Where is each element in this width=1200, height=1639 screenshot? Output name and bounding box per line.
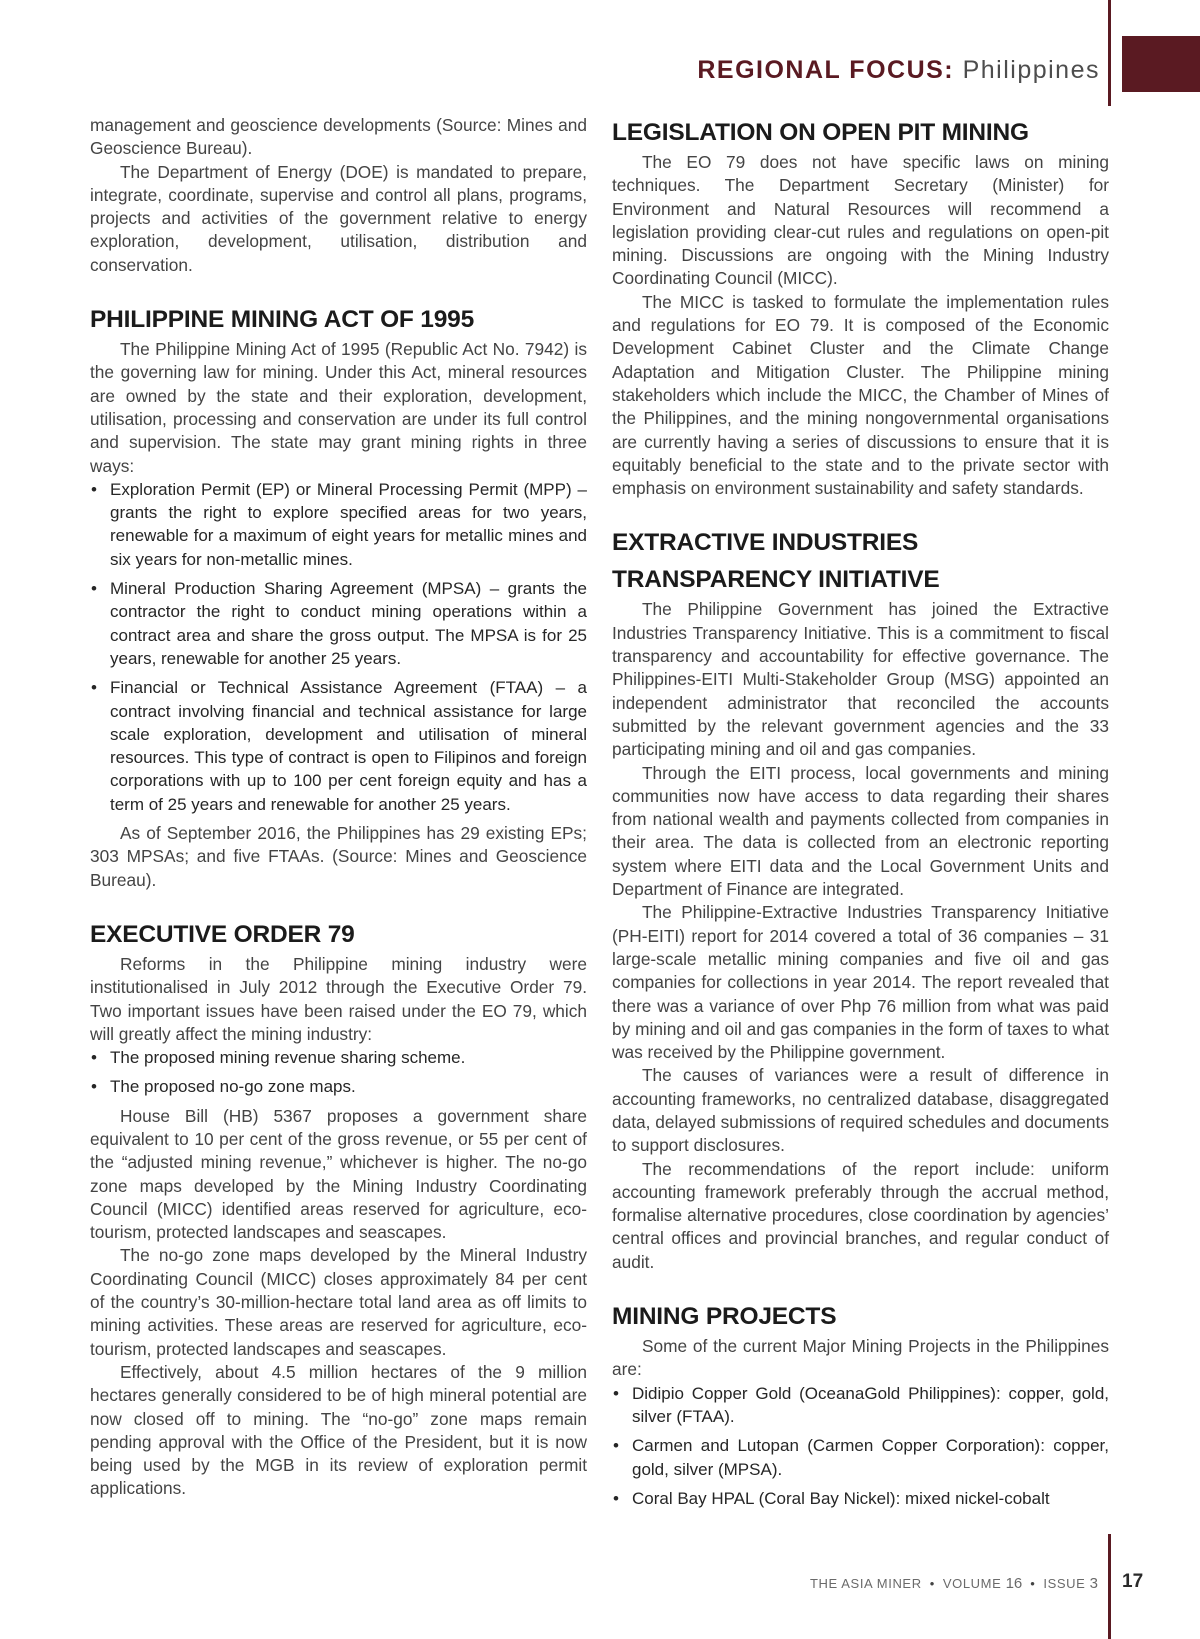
list-item-text: Mineral Production Sharing Agreement (MPSA) – grants the contractor the right to conduct mining operations within a contract area and share the gross output. The MPSA is for 25 years, renewable for another 25 years. (110, 579, 587, 668)
list-item-text: Coral Bay HPAL (Coral Bay Nickel): mixed nickel-cobalt (632, 1488, 1050, 1508)
left-column (90, 114, 587, 1501)
bullet-icon: • (91, 678, 97, 698)
publication-name: THE ASIA MINER (809, 1576, 922, 1591)
list-item-text: Didipio Copper Gold (OceanaGold Philippines): copper, gold, silver (FTAA). (632, 1383, 1109, 1426)
section-region: Philippines (962, 56, 1100, 84)
paragraph: Reforms in the Philippine mining industry were institutionalised in July 2012 through the Executive Order 79. Two important issues have been raised under the EO 79, which will greatly affect the mining industry: (90, 953, 587, 1044)
list-item-text: Exploration Permit (EP) or Mineral Processing Permit (MPP) – grants the right to explore specified areas for two years, renewable for a maximum of eight years for metallic mines and six years for non-metallic mines. (110, 479, 587, 569)
list-item (90, 577, 587, 670)
section-header (697, 56, 1100, 85)
page-number: 17 (1122, 1571, 1144, 1592)
separator-icon: • (929, 1576, 935, 1591)
right-column (612, 114, 1109, 1516)
list-item (612, 1382, 1109, 1429)
paragraph: The no-go zone maps developed by the Mineral Industry Coordinating Council (MICC) closes approximately 84 per cent of the country’s 30-million-hectare total land area as off limits to mining activities. These areas are reserved for agriculture, eco-tourism, protected landscapes and seascapes. (90, 1245, 587, 1359)
bullet-icon: • (613, 1488, 619, 1508)
heading-eo79: EXECUTIVE ORDER 79 (90, 920, 355, 948)
footer-rule (1108, 1534, 1111, 1639)
list-item-text: The proposed mining revenue sharing scheme. (110, 1048, 466, 1068)
heading-mining-projects: MINING PROJECTS (612, 1303, 837, 1331)
paragraph: The MICC is tasked to formulate the implementation rules and regulations for EO 79. It is composed of the Economic Development Cabinet Cluster and the Climate Change Adaptation and Mitigation Cluster. The Philippine mining stakeholders which include the MICC, the Chamber of Mines of the Philippines, and the mining nongovernmental organisations are currently having a series of discussions to ensure that it is equitably beneficial to the state and to the private sector with emphasis on environment sustainability and safety standards. (612, 291, 1109, 499)
paragraph: The Philippine Mining Act of 1995 (Republic Act No. 7942) is the governing law for mining. Under this Act, mineral resources are owned by the state and their exploration, development, utilisation, processing and conservation are under its full control and supervision. The state may grant mining rights in three ways: (90, 339, 587, 476)
paragraph: The Department of Energy (DOE) is mandated to prepare, integrate, coordinate, supervise and control all plans, programs, projects and activities of the government relative to energy exploration, development, utilisation, distribution and conservation. (90, 161, 587, 275)
section-label: REGIONAL FOCUS: (697, 56, 955, 84)
bullet-icon: • (613, 1436, 619, 1456)
list-item (90, 1075, 587, 1098)
volume-number: 16 (1005, 1575, 1023, 1592)
paragraph: The causes of variances were a result of difference in accounting frameworks, no centralized database, disaggregated data, delayed submissions of required schedules and documents to support disclosures. (612, 1065, 1109, 1156)
paragraph: The Philippine Government has joined the Extractive Industries Transparency Initiative. This is a commitment to fiscal transparency and accountability for effective governance. The Philippines-EITI Multi-Stakeholder Group (MSG) appointed an independent administrator that reconciled the accounts submitted by the relevant government agencies and the 33 participating mining and oil and gas companies. (612, 599, 1109, 760)
heading-mining-act: PHILIPPINE MINING ACT OF 1995 (90, 306, 474, 334)
mining-rights-list (90, 478, 587, 816)
heading-eiti-line1: EXTRACTIVE INDUSTRIES (612, 529, 919, 557)
bullet-icon: • (91, 579, 97, 599)
list-item-text: Financial or Technical Assistance Agreement (FTAA) – a contract involving financial and technical assistance for large scale exploration, development and utilisation of mineral resources. This type of contract is open to Filipinos and foreign corporations with up to 100 per cent foreign equity and has a term of 25 years and renewable for another 25 years. (110, 678, 587, 814)
list-item (90, 1046, 587, 1069)
list-item-text: The proposed no-go zone maps. (110, 1077, 356, 1097)
list-item (90, 478, 587, 571)
bullet-icon: • (613, 1383, 619, 1403)
paragraph: House Bill (HB) 5367 proposes a government share equivalent to 10 per cent of the gross revenue, or 55 per cent of the “adjusted mining revenue,” whichever is higher. The no-go zone maps developed by the Mining Industry Coordinating Council (MICC) identified areas reserved for agriculture, eco-tourism, protected landscapes and seascapes. (90, 1105, 587, 1243)
paragraph: The recommendations of the report include: uniform accounting framework preferably through the accrual method, formalise alternative procedures, close coordination by agencies’ central offices and provincial branches, and regular conduct of audit. (612, 1158, 1109, 1272)
heading-legislation: LEGISLATION ON OPEN PIT MINING (612, 119, 1029, 146)
mining-projects-list (612, 1382, 1109, 1510)
issue-number: 3 (1089, 1575, 1098, 1592)
paragraph: Some of the current Major Mining Projects in the Philippines are: (612, 1336, 1109, 1380)
paragraph: Through the EITI process, local governments and mining communities now have access to data regarding their shares from national wealth and payments collected from companies in their area. The data is collected from an electronic reporting system where EITI data and the Local Government Units and Department of Finance are integrated. (612, 762, 1109, 900)
bullet-icon: • (91, 479, 97, 499)
paragraph: The EO 79 does not have specific laws on mining techniques. The Department Secretary (Minister) for Environment and Natural Resources will recommend a legislation providing clear-cut rules and regulations on open-pit mining. Discussions are ongoing with the Mining Industry Coordinating Council (MICC). (612, 152, 1109, 289)
header-accent-block (1122, 36, 1200, 92)
paragraph: management and geoscience developments (Source: Mines and Geoscience Bureau). (90, 115, 587, 159)
volume-label: VOLUME (942, 1576, 1002, 1591)
heading-eiti-line2: TRANSPARENCY INITIATIVE (612, 566, 940, 594)
separator-icon: • (1030, 1576, 1036, 1591)
list-item (612, 1487, 1109, 1510)
issue-label: ISSUE (1043, 1576, 1086, 1591)
paragraph: The Philippine-Extractive Industries Transparency Initiative (PH-EITI) report for 2014 covered a total of 36 companies – 31 large-scale metallic mining companies and five oil and gas companies for collections in year 2014. The report revealed that there was a variance of over Php 76 million from what was paid by mining and oil and gas companies in the form of taxes to what was received by the Philippine government. (612, 902, 1109, 1063)
header-rule (1108, 0, 1111, 106)
bullet-icon: • (91, 1048, 97, 1068)
footer-publication (810, 1575, 1098, 1592)
list-item (612, 1434, 1109, 1481)
list-item-text: Carmen and Lutopan (Carmen Copper Corporation): copper, gold, silver (MPSA). (632, 1436, 1109, 1479)
paragraph: Effectively, about 4.5 million hectares of the 9 million hectares generally considered to be of high mineral potential are now closed off to mining. The “no-go” zone maps remain pending approval with the Office of the President, but it is now being used by the MGB in its review of exploration permit applications. (90, 1361, 587, 1499)
bullet-icon: • (91, 1077, 97, 1097)
paragraph: As of September 2016, the Philippines has 29 existing EPs; 303 MPSAs; and five FTAAs. (Source: Mines and Geoscience Bureau). (90, 823, 587, 890)
list-item (90, 676, 587, 816)
eo79-issues-list (90, 1046, 587, 1099)
